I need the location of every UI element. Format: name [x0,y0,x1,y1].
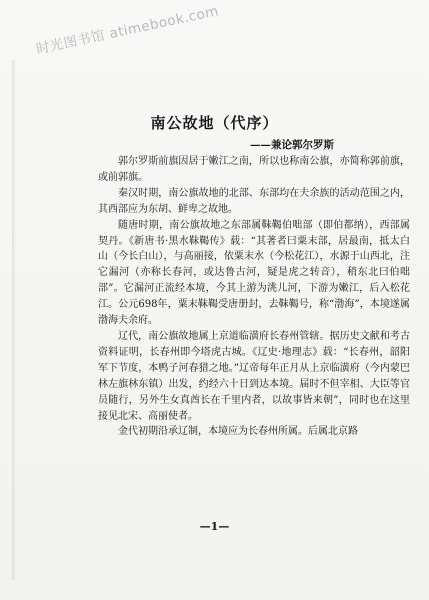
paragraph: 金代初期沿承辽制，本境应为长春州所属。后属北京路 [118,426,358,438]
watermark: 时光图书馆 atimebook.com [34,3,221,58]
byline: ——兼论郭尔罗斯 [250,139,334,151]
page-number: —1— [199,520,230,533]
paragraph: 辽代，南公旗故地属上京道临潢府长春州管辖。据历史文献和考古资料证明，长春州即今塔虎古城。《辽史·地理志》载：“长春州，韶阳军下节度，本鸭子河春猎之地。”辽帝每年正月从上京临潢府（今内蒙巴林左旗林东镇）出发，约经六十日到达本境。届时不但宰相、大臣等官员随行，另外生女真酋长在千里内者，以故事皆来朝”，同时也在这里接见北宋、高丽使者。 [98,330,410,422]
scan-edge-shadow [12,60,16,580]
paragraph: 秦汉时期，南公旗故地的北部、东部均在夫余族的活动范围之内，其西部应为东胡、鲜卑之故地。 [98,187,410,215]
page-title: 南公故地（代序） [150,114,279,132]
paragraph: 郭尔罗斯前旗因居于嫩江之南，所以也称南公旗，亦简称郭前旗，或前郭旗。 [98,156,410,183]
body-text [98,154,410,440]
paragraph: 随唐时期，南公旗故地之东部属靺鞨伯咄部（即伯都纳），西部属契丹。《新唐书·黑水靺鞨传》载：“其著者曰粟末部，居最南，抵太白山（今长白山），与高丽接，依粟末水（今松花江），水源于山西北，注它漏河（亦称长春河，或达鲁古河，疑是虎之转音），稍东北曰伯咄部”。它漏河正流经本境，今其上游为洮儿河，下游为嫩江，后入松花江。公元698年，粟末靺鞨受唐册封，去靺鞨号，称“渤海”，本境遂属渤海夫余府。 [98,219,410,327]
